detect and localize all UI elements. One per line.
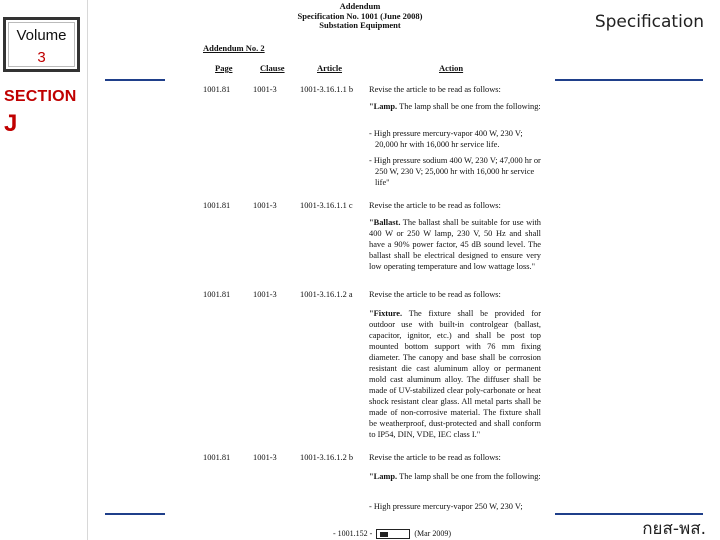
volume-label: Volume xyxy=(16,27,67,44)
volume-box xyxy=(3,17,80,72)
entry-body xyxy=(369,471,541,482)
document-date: (Mar 2009) xyxy=(414,529,451,538)
entry-body-lead: "Ballast. xyxy=(369,218,401,227)
stamp-logo-icon xyxy=(376,529,410,539)
document-heading-line: Substation Equipment xyxy=(319,20,401,30)
section-label: SECTION xyxy=(4,88,77,105)
entry-body-lead: "Lamp. xyxy=(369,102,398,111)
list-item: - High pressure mercury-vapor 400 W, 230 V; 20,000 hr with 16,000 hr service life. xyxy=(369,129,523,149)
entry-clause: 1001-3 xyxy=(253,290,277,299)
entry-clause: 1001-3 xyxy=(253,201,277,210)
column-header-action: Action xyxy=(439,63,464,73)
entry-page: 1001.81 xyxy=(203,201,231,210)
entry-body-lead: "Lamp. xyxy=(369,472,398,481)
entry-body-text: The lamp shall be one from the following: xyxy=(397,472,541,481)
list-item: - High pressure mercury-vapor 250 W, 230 V; xyxy=(369,502,523,511)
top-right-rule xyxy=(555,79,703,81)
scanned-document xyxy=(195,0,545,540)
entry-clause: 1001-3 xyxy=(253,453,277,462)
top-left-rule xyxy=(105,79,165,81)
volume-number: 3 xyxy=(37,49,46,66)
entry-action: Revise the article to be read as follows: xyxy=(369,453,501,462)
bottom-left-rule xyxy=(105,513,165,515)
addendum-number: Addendum No. 2 xyxy=(203,43,265,53)
document-heading-line: Specification No. 1001 (June 2008) xyxy=(297,10,423,21)
entry-page: 1001.81 xyxy=(203,290,231,299)
document-page-number: - 1001.152 - xyxy=(333,529,373,538)
page-title: Specification xyxy=(594,12,704,32)
column-header-article: Article xyxy=(317,63,343,73)
column-header-clause: Clause xyxy=(260,63,285,73)
entry-article: 1001-3.16.1.1 c xyxy=(300,201,353,210)
entry-body xyxy=(369,217,541,272)
entry-article: 1001-3.16.1.1 b xyxy=(300,85,354,94)
list-item: - High pressure sodium 400 W, 230 V; 47,000 hr or 250 W, 230 V; 25,000 hr with 16,000 hr service life" xyxy=(369,156,541,187)
entry-body xyxy=(369,101,541,112)
entry-clause: 1001-3 xyxy=(253,85,277,94)
entry-body xyxy=(369,308,541,440)
section-letter: J xyxy=(4,110,18,137)
entry-body-text: The ballast shall be suitable for use with 400 W or 250 W lamp, 230 V, 50 Hz and shall have a 90% power factor, 45 dB sound level. The ballast shall be electrical designed to ensure very low operating temperature and low wattage loss." xyxy=(369,218,541,271)
footer-org-label: กยส-พส. xyxy=(642,519,706,539)
entry-action: Revise the article to be read as follows: xyxy=(369,201,501,210)
entry-body-text: The fixture shall be provided for outdoor use with built-in controlgear (ballast, capacitor, ignitor, etc.) and shall be post top mounted bottom support with 76 mm fixing diameter. The canopy and base shall be corrosion resistant die cast aluminum alloy or permanent mold cast aluminum alloy. The diffuser shall be made of UV-stabilized clear poly-carbonate or heat shock resistant clear glass. All metal parts shall be made of non-corrosive material. The fixture shall be weatherproof, dust-protected and shall conform to IP54, DIN, VDE, IEC class I." xyxy=(369,309,541,439)
document-footer xyxy=(333,528,451,539)
entry-body-text: The lamp shall be one from the following: xyxy=(397,102,541,111)
document-heading-line: Addendum xyxy=(339,1,381,11)
entry-list xyxy=(369,128,541,193)
entry-page: 1001.81 xyxy=(203,453,231,462)
entry-article: 1001-3.16.1.2 b xyxy=(300,453,354,462)
document-heading xyxy=(195,2,525,31)
sidebar xyxy=(0,0,88,540)
entry-action: Revise the article to be read as follows: xyxy=(369,290,501,299)
entry-list xyxy=(369,501,541,517)
entry-action: Revise the article to be read as follows: xyxy=(369,85,501,94)
entry-page: 1001.81 xyxy=(203,85,231,94)
entry-body-lead: "Fixture. xyxy=(369,309,403,318)
column-header-page: Page xyxy=(215,63,233,73)
entry-article: 1001-3.16.1.2 a xyxy=(300,290,353,299)
